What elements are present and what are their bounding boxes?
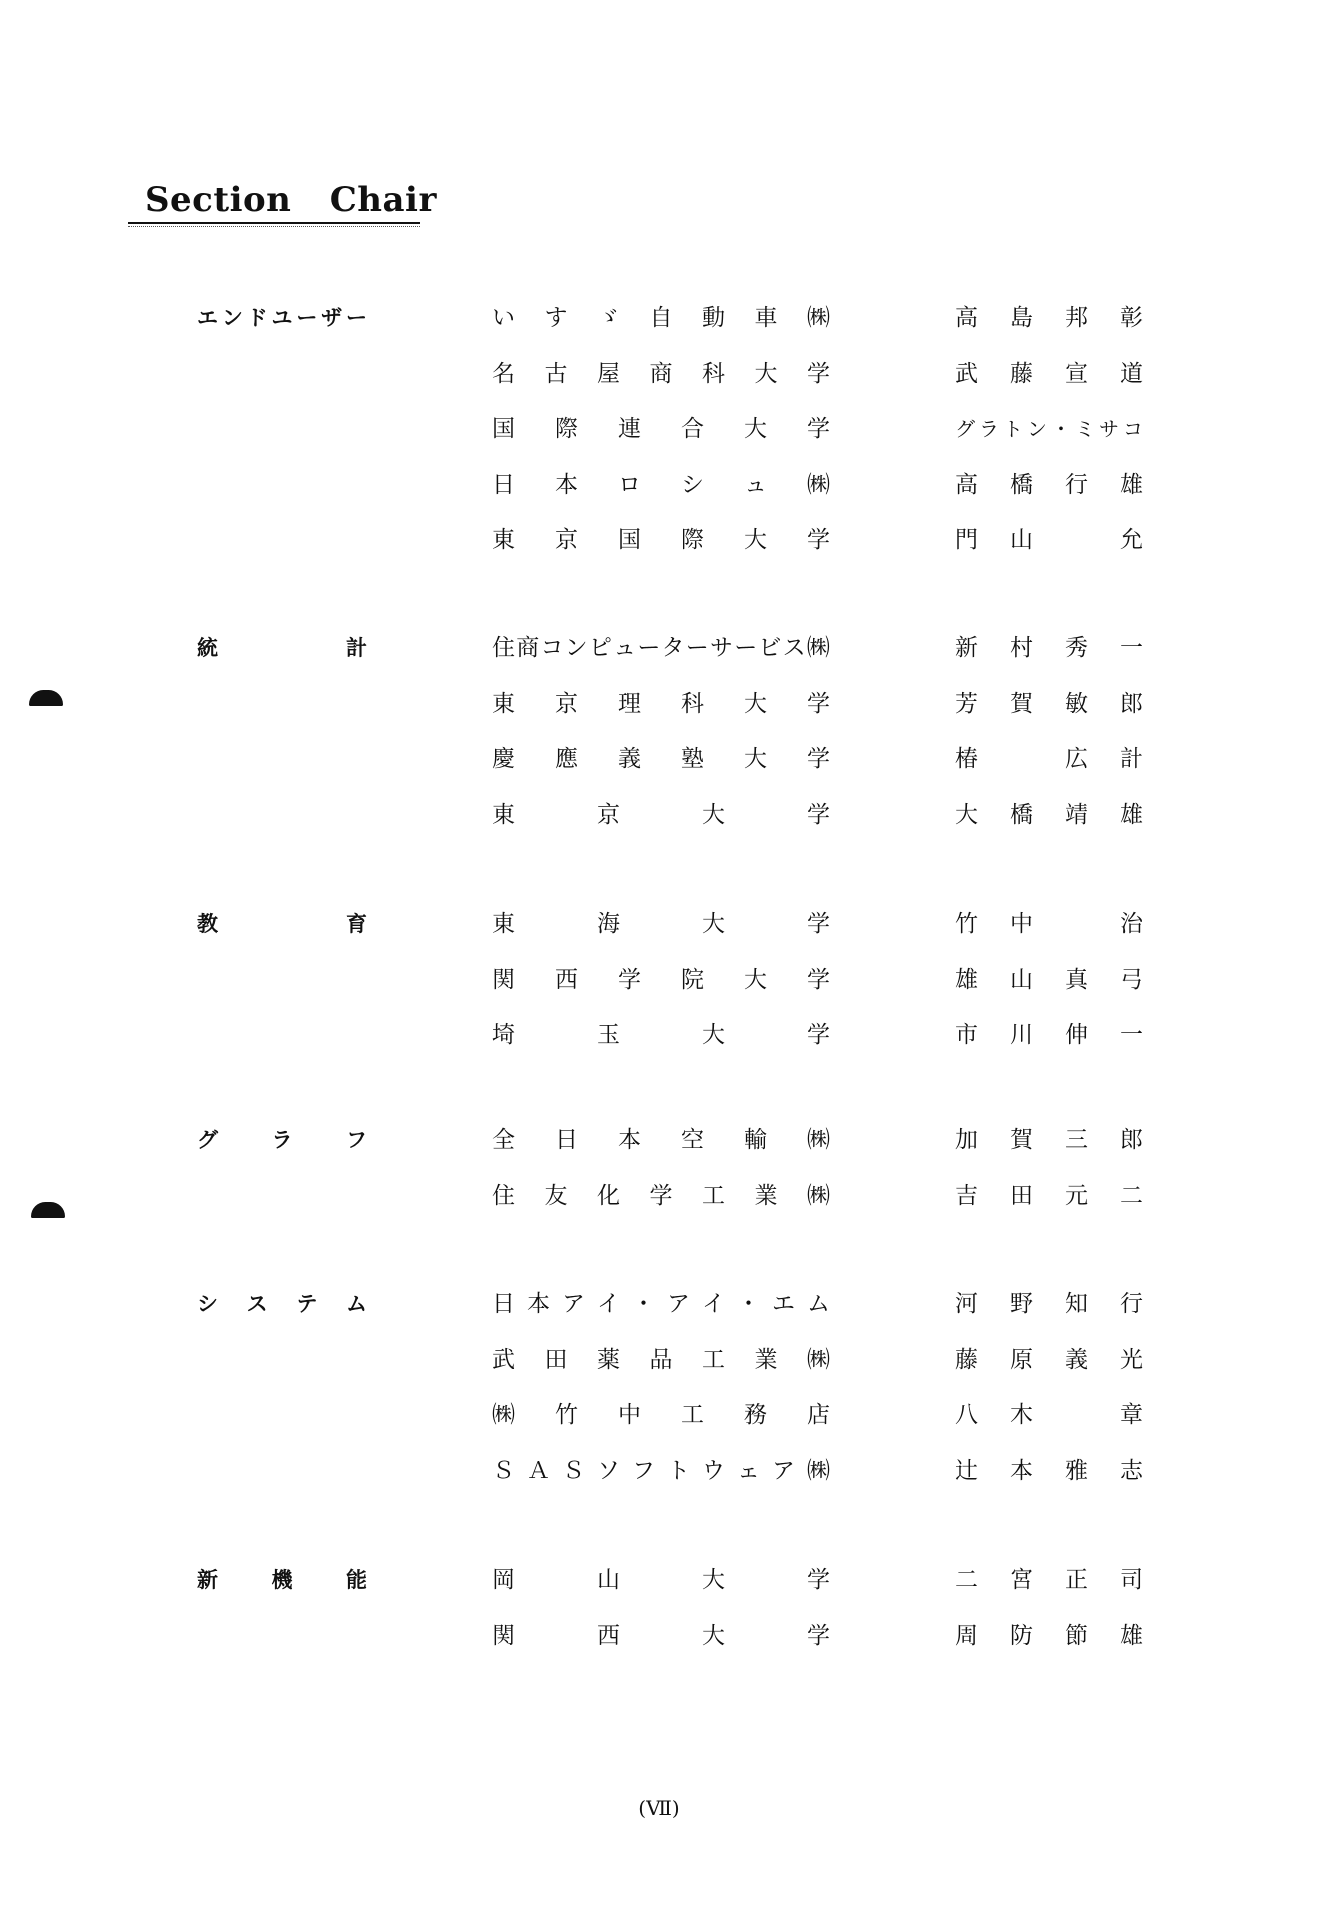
organization-char: ス [782, 635, 806, 661]
organization-char: 商 [516, 635, 540, 661]
section-label-char: ス [246, 1292, 268, 1316]
chair-name-char: ・ [1051, 417, 1071, 441]
chair-name [955, 690, 1143, 718]
chair-name-char: 雄 [1120, 1622, 1143, 1649]
section-label-char: ー [296, 306, 318, 330]
chair-name-char: 野 [1010, 1291, 1033, 1317]
organization-char: ピ [588, 635, 612, 661]
organization-char: 大 [744, 746, 767, 772]
organization-char: 日 [492, 471, 515, 498]
section-label-char: ー [345, 306, 367, 330]
organization-char: 業 [754, 1346, 778, 1373]
chair-name-char: 防 [1010, 1622, 1033, 1649]
organization-char: ㈱ [807, 1346, 830, 1373]
chair-name-char: 三 [1065, 1127, 1088, 1153]
organization-char: ア [562, 1291, 585, 1317]
organization-char: ト [667, 1457, 690, 1484]
chair-name-char: 大 [955, 801, 978, 828]
organization-char: 務 [744, 1402, 767, 1428]
organization-char: 武 [492, 1346, 515, 1373]
organization-char: 東 [492, 690, 515, 717]
chair-name-char: 高 [955, 305, 978, 331]
organization-char: ー [734, 635, 758, 661]
chair-name-char: 知 [1065, 1291, 1088, 1317]
organization-char: ㈱ [492, 1402, 515, 1428]
organization-char: 学 [807, 690, 830, 717]
organization-char: 工 [681, 1402, 704, 1428]
organization-name [492, 1182, 830, 1210]
organization-char: 国 [618, 527, 641, 553]
organization-char: 本 [618, 1127, 641, 1153]
chair-name-char: 光 [1120, 1346, 1143, 1373]
organization-char: ム [807, 1291, 830, 1317]
organization-char: 動 [702, 305, 725, 331]
organization-char: 屋 [597, 360, 620, 387]
chair-name [955, 1021, 1143, 1049]
section-label-char: エ [197, 306, 218, 330]
organization-char: 商 [649, 360, 673, 387]
chair-name-char: ン [1027, 417, 1047, 441]
chair-name-char: 道 [1120, 360, 1143, 387]
chair-name-char: サ [1099, 417, 1119, 441]
organization-char: コ [540, 635, 564, 661]
chair-row [0, 1346, 1318, 1376]
chair-name-char: 辻 [955, 1457, 978, 1484]
organization-char: ・ [737, 1291, 760, 1317]
organization-char: 際 [555, 416, 578, 442]
organization-name [492, 471, 830, 499]
chair-name-char: 中 [1010, 911, 1033, 937]
organization-char: シ [681, 471, 704, 498]
organization-char: 竹 [555, 1402, 578, 1428]
organization-char: 京 [597, 801, 620, 828]
organization-char: 学 [807, 1567, 830, 1593]
chair-name-char: 志 [1120, 1457, 1143, 1484]
chair-row [0, 471, 1318, 501]
organization-char: ㈱ [807, 471, 830, 498]
organization-name [492, 1021, 830, 1049]
chair-name-char: 行 [1065, 471, 1088, 498]
organization-char: 工 [702, 1346, 725, 1373]
organization-char: ㈱ [807, 1457, 830, 1484]
organization-char: 西 [597, 1622, 620, 1649]
organization-char: サ [709, 635, 733, 661]
chair-name-char: ト [1003, 417, 1023, 441]
chair-name [955, 910, 1143, 938]
chair-name-char: 二 [1120, 1182, 1143, 1209]
chair-name-char: 原 [1010, 1346, 1033, 1373]
chair-name-char: 一 [1120, 1022, 1143, 1048]
organization-char: 本 [555, 471, 578, 498]
chair-row [0, 1622, 1318, 1652]
section-label-char: 教 [197, 912, 218, 936]
chair-name-char: 本 [1010, 1457, 1033, 1484]
chair-name-char: コ [1123, 417, 1143, 441]
chair-name-char: 真 [1065, 966, 1088, 993]
organization-char: 学 [807, 360, 830, 387]
organization-char: ㈱ [806, 635, 830, 661]
organization-char: 大 [744, 966, 767, 993]
organization-char: 大 [744, 416, 767, 442]
organization-char: 連 [618, 416, 641, 442]
chair-name [955, 966, 1143, 994]
organization-char: Ｓ [492, 1457, 515, 1484]
organization-char: Ｓ [562, 1457, 585, 1484]
organization-char: 業 [754, 1182, 778, 1209]
organization-char: 大 [744, 527, 767, 553]
organization-char: 全 [492, 1127, 515, 1153]
chair-name-char: 村 [1010, 635, 1033, 661]
chair-name-char: 武 [955, 360, 978, 387]
chair-name-char: 八 [955, 1402, 978, 1428]
section-label-char: 機 [271, 1568, 293, 1592]
organization-char: ー [685, 635, 709, 661]
section-label-char: シ [197, 1292, 218, 1316]
organization-char: 学 [618, 966, 641, 993]
organization-char: 学 [807, 801, 830, 828]
organization-char: 住 [492, 1182, 515, 1209]
chair-name-char: 藤 [955, 1346, 978, 1373]
chair-name-char: 治 [1120, 911, 1143, 937]
organization-char: 学 [807, 746, 830, 772]
organization-name [492, 360, 830, 388]
chair-name-char: 門 [955, 527, 978, 553]
chair-name-char: 椿 [955, 746, 978, 772]
organization-char: ン [564, 635, 588, 661]
chair-name [955, 304, 1143, 332]
organization-char: 空 [681, 1127, 704, 1153]
organization-char: 埼 [492, 1022, 515, 1048]
chair-name-char: 義 [1065, 1346, 1088, 1373]
section-label-char: 新 [197, 1568, 218, 1592]
organization-char: ロ [618, 471, 641, 498]
chair-row [0, 910, 1318, 940]
chair-name-char [1065, 910, 1088, 938]
chair-name [955, 1457, 1143, 1485]
chair-name-char: 賀 [1010, 690, 1033, 717]
organization-name [492, 1566, 830, 1594]
chair-name-char: 雄 [955, 966, 978, 993]
chair-name-char: 山 [1010, 966, 1033, 993]
organization-char: 学 [807, 966, 830, 993]
organization-char: ュ [613, 635, 637, 661]
section-label-char: ラ [271, 1128, 293, 1152]
organization-name [492, 1401, 830, 1429]
organization-char: 大 [702, 1567, 725, 1593]
organization-char: 山 [597, 1567, 620, 1593]
section-label-char: ム [345, 1292, 367, 1316]
chair-name-char: 木 [1010, 1402, 1033, 1428]
organization-char: す [544, 305, 568, 331]
chair-row [0, 745, 1318, 775]
chair-name-char: 秀 [1065, 635, 1088, 661]
chair-name-char: 田 [1010, 1182, 1033, 1209]
organization-char: 学 [807, 1022, 830, 1048]
organization-name [492, 966, 830, 994]
organization-char: ア [772, 1457, 795, 1484]
page-number: (Ⅶ) [638, 1796, 680, 1820]
chair-name-char: 周 [955, 1622, 978, 1649]
chair-name [955, 415, 1143, 443]
chair-row [0, 415, 1318, 445]
chair-name-char: 行 [1120, 1291, 1143, 1317]
organization-char: 京 [555, 527, 578, 553]
organization-char: 住 [492, 635, 515, 661]
organization-char: ㈱ [807, 1127, 830, 1153]
organization-char: Ａ [527, 1457, 550, 1484]
chair-row [0, 1126, 1318, 1156]
section-label-char: フ [346, 1128, 367, 1152]
chair-row [0, 1566, 1318, 1596]
organization-char: 名 [492, 360, 515, 387]
chair-name-char: 郎 [1120, 690, 1143, 717]
organization-char: ㈱ [807, 305, 830, 331]
organization-char: 大 [702, 801, 725, 828]
chair-name [955, 1622, 1143, 1650]
chair-name-char: 高 [955, 471, 978, 498]
chair-row [0, 634, 1318, 664]
chair-name-char: 正 [1065, 1567, 1088, 1593]
organization-char: フ [632, 1457, 655, 1484]
chair-name-char: 宣 [1065, 360, 1088, 387]
chair-name-char: 一 [1120, 635, 1143, 661]
organization-char: 工 [702, 1182, 725, 1209]
organization-char: 国 [492, 416, 515, 442]
chair-name [955, 1401, 1143, 1429]
organization-char: 関 [492, 966, 515, 993]
chair-name [955, 360, 1143, 388]
organization-char: 大 [702, 1622, 725, 1649]
chair-name-char: 二 [955, 1567, 978, 1593]
chair-name-char: 島 [1010, 305, 1033, 331]
organization-char: ュ [744, 471, 767, 498]
section-label-char: 統 [197, 636, 218, 660]
organization-name [492, 1126, 830, 1154]
organization-char: い [492, 305, 515, 331]
chair-name [955, 1346, 1143, 1374]
organization-char: 際 [681, 527, 704, 553]
chair-row [0, 526, 1318, 556]
chair-row [0, 1182, 1318, 1212]
chair-row [0, 304, 1318, 334]
chair-name-char [1065, 526, 1088, 554]
section-label-char: ド [246, 306, 268, 330]
chair-row [0, 1290, 1318, 1320]
chair-name-char: 計 [1120, 746, 1143, 772]
organization-char: 東 [492, 911, 515, 937]
chair-name-char: 賀 [1010, 1127, 1033, 1153]
organization-name [492, 304, 830, 332]
organization-char: 慶 [492, 746, 515, 772]
organization-char: 合 [681, 416, 704, 442]
organization-name [492, 690, 830, 718]
chair-name-char [1010, 745, 1033, 773]
organization-char: 玉 [597, 1022, 620, 1048]
chair-name [955, 471, 1143, 499]
page-title: Section Chair [145, 180, 437, 220]
chair-name-char: 靖 [1065, 801, 1088, 828]
chair-name-char [1065, 1401, 1088, 1429]
chair-row [0, 801, 1318, 831]
chair-name-char: 竹 [955, 911, 978, 937]
section-label-char: グ [197, 1128, 218, 1152]
organization-char: 海 [597, 911, 620, 937]
chair-name-char: 雄 [1120, 471, 1143, 498]
organization-char: 学 [807, 416, 830, 442]
organization-char: 院 [681, 966, 704, 993]
chair-name-char: グ [955, 417, 975, 441]
organization-char: 大 [754, 360, 778, 387]
organization-char: イ [597, 1291, 620, 1317]
chair-name-char: 弓 [1120, 966, 1143, 993]
chair-row [0, 1401, 1318, 1431]
chair-name-char: 市 [955, 1022, 978, 1048]
organization-name [492, 801, 830, 829]
chair-name-char: 雄 [1120, 801, 1143, 828]
chair-name-char: 節 [1065, 1622, 1088, 1649]
organization-char: ㈱ [807, 1182, 830, 1209]
organization-char: 應 [555, 746, 578, 772]
organization-char: 薬 [597, 1346, 620, 1373]
title-underline [128, 222, 420, 224]
chair-name-char: 橋 [1010, 471, 1033, 498]
organization-char: イ [702, 1291, 725, 1317]
chair-name-char: ミ [1075, 417, 1095, 441]
chair-name-char: 伸 [1065, 1022, 1088, 1048]
chair-name-char: 章 [1120, 1402, 1143, 1428]
organization-char: ゞ [597, 305, 620, 331]
organization-char: 理 [618, 690, 641, 717]
organization-char: 塾 [681, 746, 704, 772]
chair-name-char: ラ [979, 417, 999, 441]
organization-name [492, 745, 830, 773]
chair-row [0, 966, 1318, 996]
organization-char: 学 [807, 527, 830, 553]
organization-char: 学 [807, 911, 830, 937]
organization-char: 車 [754, 305, 778, 331]
chair-name-char: 新 [955, 635, 978, 661]
organization-name [492, 1346, 830, 1374]
organization-char: 義 [618, 746, 641, 772]
organization-char: 東 [492, 801, 515, 828]
organization-char: 古 [544, 360, 568, 387]
organization-name [492, 526, 830, 554]
organization-char: ソ [597, 1457, 620, 1484]
organization-char: 田 [544, 1346, 568, 1373]
organization-char: エ [772, 1291, 795, 1317]
chair-name [955, 1566, 1143, 1594]
organization-char: 日 [492, 1291, 515, 1317]
organization-char: 学 [649, 1182, 673, 1209]
organization-char: 中 [618, 1402, 641, 1428]
organization-name [492, 634, 830, 662]
section-label-char: ザ [321, 306, 343, 330]
chair-name-char: 吉 [955, 1182, 978, 1209]
organization-name [492, 910, 830, 938]
section-label-char: 能 [346, 1568, 367, 1592]
chair-name-char: 広 [1065, 746, 1088, 772]
organization-char: ウ [702, 1457, 725, 1484]
organization-char: 輸 [744, 1127, 767, 1153]
organization-char: 本 [527, 1291, 550, 1317]
organization-char: 店 [807, 1402, 830, 1428]
section-label-char: ン [221, 306, 243, 330]
organization-char: ェ [737, 1457, 760, 1484]
organization-char: 西 [555, 966, 578, 993]
chair-name-char: 允 [1120, 527, 1143, 553]
organization-char: ビ [758, 635, 782, 661]
section-label-char: 育 [346, 912, 367, 936]
chair-name-char: 彰 [1120, 305, 1143, 331]
organization-char: ・ [632, 1291, 655, 1317]
organization-char: 大 [702, 1022, 725, 1048]
chair-name-char: 雅 [1065, 1457, 1088, 1484]
section-label-char: ユ [271, 306, 293, 330]
chair-name-char: 加 [955, 1127, 978, 1153]
organization-char: 大 [744, 690, 767, 717]
chair-name [955, 1126, 1143, 1154]
organization-char: ー [637, 635, 661, 661]
chair-name-char: 藤 [1010, 360, 1033, 387]
organization-char: 大 [702, 911, 725, 937]
organization-name [492, 415, 830, 443]
chair-name-char: 宮 [1010, 1567, 1033, 1593]
organization-char: ア [667, 1291, 690, 1317]
organization-char: 日 [555, 1127, 578, 1153]
organization-char: 東 [492, 527, 515, 553]
chair-name-char: 元 [1065, 1182, 1088, 1209]
organization-name [492, 1457, 830, 1485]
chair-row [0, 1021, 1318, 1051]
chair-row [0, 690, 1318, 720]
chair-name [955, 801, 1143, 829]
chair-row [0, 360, 1318, 390]
organization-char: 関 [492, 1622, 515, 1649]
chair-name [955, 526, 1143, 554]
organization-char: 学 [807, 1622, 830, 1649]
organization-name [492, 1290, 830, 1318]
chair-name [955, 745, 1143, 773]
organization-char: 友 [544, 1182, 568, 1209]
chair-name [955, 634, 1143, 662]
section-label-char: テ [296, 1292, 318, 1316]
chair-name-char: 郎 [1120, 1127, 1143, 1153]
organization-char: 自 [649, 305, 673, 331]
chair-name-char: 山 [1010, 527, 1033, 553]
chair-name-char: 敏 [1065, 690, 1088, 717]
title-underline-dotted [128, 226, 420, 227]
organization-char: 科 [702, 360, 725, 387]
chair-name-char: 邦 [1065, 305, 1088, 331]
organization-char: 品 [649, 1346, 673, 1373]
chair-name-char: 芳 [955, 690, 978, 717]
chair-row [0, 1457, 1318, 1487]
organization-char: タ [661, 635, 685, 661]
chair-name [955, 1290, 1143, 1318]
chair-name-char: 司 [1120, 1567, 1143, 1593]
chair-name-char: 川 [1010, 1022, 1033, 1048]
organization-char: 化 [597, 1182, 620, 1209]
organization-char: 京 [555, 690, 578, 717]
chair-name-char: 橋 [1010, 801, 1033, 828]
organization-char: 科 [681, 690, 704, 717]
section-label-char: 計 [346, 636, 367, 660]
chair-name [955, 1182, 1143, 1210]
organization-name [492, 1622, 830, 1650]
organization-char: 岡 [492, 1567, 515, 1593]
chair-name-char: 河 [955, 1291, 978, 1317]
